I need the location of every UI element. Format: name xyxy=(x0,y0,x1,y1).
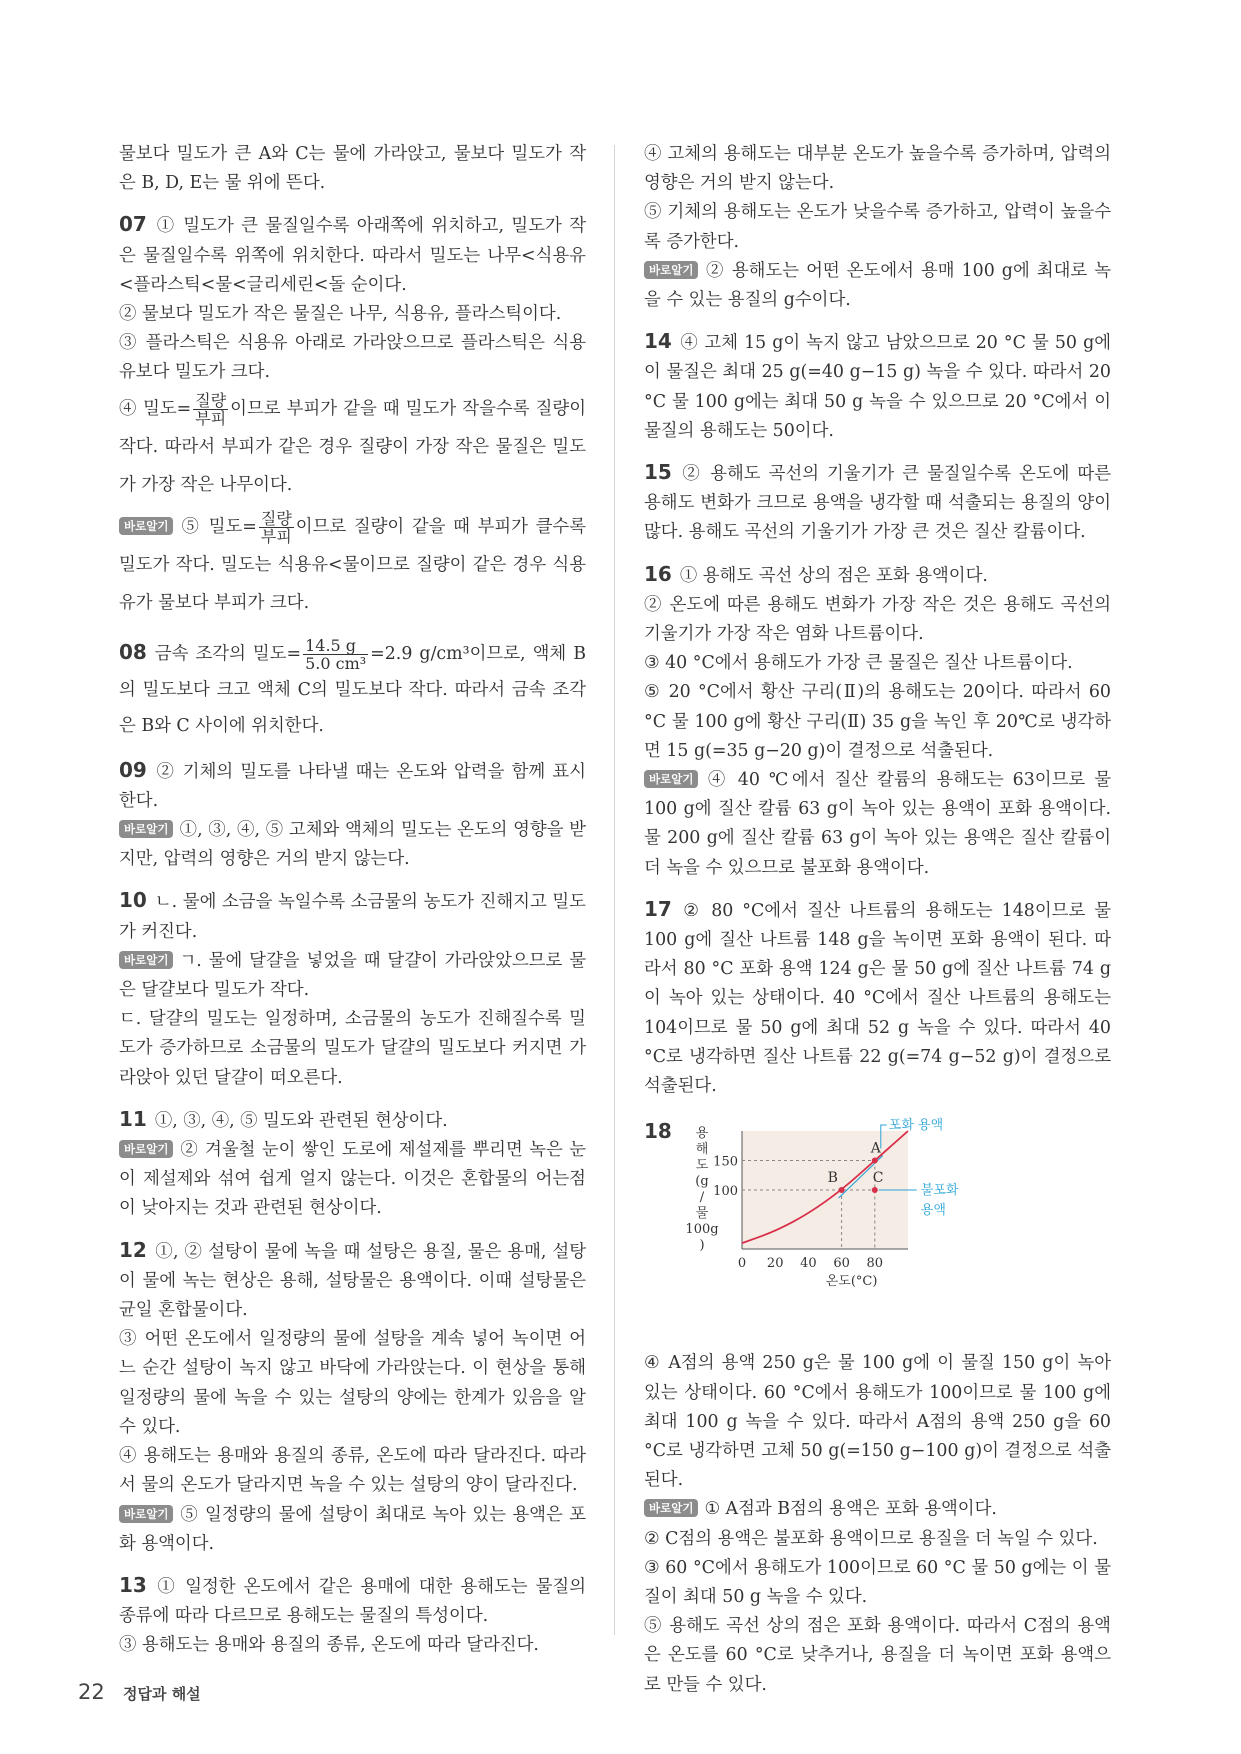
question-number: 18 xyxy=(644,1119,672,1144)
question-number: 17 xyxy=(644,896,672,921)
question-number: 13 xyxy=(119,1572,147,1597)
column-divider xyxy=(614,145,615,1635)
answer-check-badge: 바로알기 xyxy=(119,1505,173,1523)
question-number: 07 xyxy=(119,212,147,237)
intro-text: 물보다 밀도가 큰 A와 C는 물에 가라앉고, 물보다 밀도가 작은 B, D, E는 물 위에 뜬다. xyxy=(119,144,586,194)
question-14: 14 ④ 고체 15 g이 녹지 않고 남았으므로 20 °C 물 50 g에 이 물질은 최대 25 g(=40 g−15 g) 녹을 수 있다. 따라서 20 °C 물 100 g에는 최대 50 g 녹을 수 있으므로 20 °C에서 이 물질의 용해도는 50이다. xyxy=(644,329,1111,441)
question-11: 11 ①, ③, ④, ⑤ 밀도와 관련된 현상이다. 바로알기 ② 겨울철 눈이 쌓인 도로에 제설제를 뿌리면 녹은 눈이 제설제와 섞여 쉽게 얼지 않는다. 이것은 혼합물의 어는점이 낮아지는 것과 관련된 현상이다. xyxy=(119,1106,586,1219)
question-07: 07 ① 밀도가 큰 물질일수록 아래쪽에 위치하고, 밀도가 작은 물질일수록 위쪽에 위치한다. 따라서 밀도는 나무<식용유<플라스틱<물<글리세린<돌 순이다. ② 물보다 밀도가 작은 물질은 나무, 식용유, 플라스틱이다. ③ 플라스틱은 식용유 아래로 가라앉으므로 플라스틱은 식용유보다 밀도가 크다. ④ 밀도= $\frac{\text{질량}}{\text{부피}}$ 이므로 부피가 같을 때 밀도가 작을수록 질량이 작다. 따라서 부피가 같은 경우 질량이 가장 작은 물질은 밀도가 가장 작은 나무이다. 바로알기 ⑤ 밀도= $\frac{\text{질량}}{\text{부피}}$ 이므로 질량이 같을 때 부피가 클수록 밀도가 작다. 밀도는 식용유<물이므로 질량이 같은 경우 식용유가 물보다 부피가 크다. xyxy=(119,212,586,613)
question-10: 10 ㄴ. 물에 소금을 녹일수록 소금물의 농도가 진해지고 밀도가 커진다. 바로알기 ㄱ. 물에 달걀을 넣었을 때 달걀이 가라앉았으므로 물은 달걀보다 밀도가 작다. ㄷ. 달걀의 밀도는 일정하며, 소금물의 농도가 진해질수록 밀도가 증가하므로 소금물의 밀도가 달걀의 밀도보다 커지면 가라앉아 있던 달걀이 떠오른다. xyxy=(119,888,586,1088)
data-point-B xyxy=(839,1187,845,1193)
answer-check-badge: 바로알기 xyxy=(119,1140,173,1158)
y-axis-label: ) xyxy=(699,1238,705,1254)
question-15: 15 ② 용해도 곡선의 기울기가 큰 물질일수록 온도에 따른 용해도 변화가 크므로 용액을 냉각할 때 석출되는 용질의 양이 많다. 용해도 곡선의 기울기가 가장 큰 것은 질산 칼륨이다. xyxy=(644,460,1111,543)
x-tick-label: 20 xyxy=(766,1256,784,1272)
x-tick-label: 80 xyxy=(866,1256,884,1272)
point-label: C xyxy=(872,1170,884,1187)
density-fraction: $\frac{\text{질량}}{\text{부피}}$ xyxy=(195,390,227,428)
question-number: 08 xyxy=(119,639,147,664)
y-axis-label: 해 xyxy=(695,1142,709,1158)
data-point-A xyxy=(872,1158,878,1164)
question-number: 15 xyxy=(644,460,672,485)
answer-check-badge: 바로알기 xyxy=(644,770,698,788)
point-label: B xyxy=(827,1170,838,1187)
y-tick-label: 150 xyxy=(713,1154,738,1170)
answer-check-badge: 바로알기 xyxy=(644,261,698,279)
unsaturated-label: 불포화 xyxy=(920,1183,959,1199)
answer-check-badge: 바로알기 xyxy=(644,1499,698,1517)
y-axis-label: 물 xyxy=(695,1206,709,1222)
answer-check-badge: 바로알기 xyxy=(119,820,173,838)
unsaturated-label-2: 용액 xyxy=(920,1203,946,1219)
question-13: 13 ① 일정한 온도에서 같은 용매에 대한 용해도는 물질의 종류에 따라 다르므로 용해도는 물질의 특성이다. ③ 용해도는 용매와 용질의 종류, 온도에 따라 달라진다. xyxy=(119,1572,586,1656)
left-column xyxy=(119,140,586,1661)
answer-check-badge: 바로알기 xyxy=(119,517,173,535)
question-number: 10 xyxy=(119,888,147,913)
footer-title: 정답과 해설 xyxy=(123,1685,201,1703)
density-fraction: $\frac{\text{질량}}{\text{부피}}$ xyxy=(260,508,292,546)
y-axis-label: 용 xyxy=(695,1126,709,1142)
saturated-label: 포화 용액 xyxy=(888,1118,944,1134)
question-12: 12 ①, ② 설탕이 물에 녹을 때 설탕은 용질, 물은 용매, 설탕이 물에 녹는 현상은 용해, 설탕물은 용액이다. 이때 설탕물은 균일 혼합물이다. ③ 어떤 온도에서 일정량의 물에 설탕을 계속 넣어 녹이면 어느 순간 설탕이 녹지 않고 바닥에 가라앉는다. 이 현상을 통해 일정량의 물에 녹을 수 있는 설탕의 양에는 한계가 있음을 알 수 있다. ④ 용해도는 용매와 용질의 종류, 온도에 따라 달라진다. 따라서 물의 온도가 달라지면 녹을 수 있는 설탕의 양이 달라진다. 바로알기 ⑤ 일정량의 물에 설탕이 최대로 녹아 있는 용액은 포화 용액이다. xyxy=(119,1237,586,1554)
question-18: 18 0 20 40 60 80 100 150 용 해 도 (g / 물 100g ) 온도(°C) A B C 포화 용액 불포화 용액 ④ A점의 용액 250 g은 물 100 g에 이 물질 150 g이 녹아 있는 상태이다. 60 °C에서 용해도가 100이므로 물 100 g에 최대 100 g 녹을 수 있다. 따라서 A점의 용액 250 g을 60 °C로 냉각하면 고체 50 g(=150 g−100 g)이 결정으로 석출된다. 바로알기 ① A점과 B점의 용액은 포화 용액이다. ② C점의 용액은 불포화 용액이므로 용질을 더 녹일 수 있다. ③ 60 °C에서 용해도가 100이므로 60 °C 물 50 g에는 이 물질이 최대 50 g 녹을 수 있다. ⑤ 용해도 곡선 상의 점은 포화 용액이다. 따라서 C점의 용액은 온도를 60 °C로 낮추거나, 용질을 더 녹이면 포화 용액으로 만들 수 있다. xyxy=(644,1118,1111,1695)
x-tick-label: 40 xyxy=(800,1256,817,1272)
solubility-graph xyxy=(644,1117,1111,1349)
question-16: 16 ① 용해도 곡선 상의 점은 포화 용액이다. ② 온도에 따른 용해도 변화가 가장 작은 것은 용해도 곡선의 기울기가 가장 작은 염화 나트륨이다. ③ 40 °C에서 용해도가 가장 큰 물질은 질산 나트륨이다. ⑤ 20 °C에서 황산 구리(Ⅱ)의 용해도는 20이다. 따라서 60 °C 물 100 g에 황산 구리(Ⅱ) 35 g을 녹인 후 20℃로 냉각하면 15 g(=35 g−20 g)이 결정으로 석출된다. 바로알기 ④ 40 ℃에서 질산 칼륨의 용해도는 63이므로 물 100 g에 질산 칼륨 63 g이 녹아 있는 용액이 포화 용액이다. 물 200 g에 질산 칼륨 63 g이 녹아 있는 용액은 질산 칼륨이 더 녹을 수 있으므로 불포화 용액이다. xyxy=(644,561,1111,878)
y-tick-label: 100 xyxy=(713,1184,738,1200)
question-number: 16 xyxy=(644,561,672,586)
right-column: ④ 고체의 용해도는 대부분 온도가 높을수록 증가하며, 압력의 영향은 거의 받지 않는다. ⑤ 기체의 용해도는 온도가 낮을수록 증가하고, 압력이 높을수록 증가한다. 바로알기 ② 용해도는 어떤 온도에서 용매 100 g에 최대로 녹을 수 있는 용질의 g수이다. 14 ④ 고체 15 g이 녹지 않고 남았으므로 20 °C 물 50 g에 이 물질은 최대 25 g(=40 g−15 g) 녹을 수 있다. 따라서 20 °C 물 100 g에는 최대 50 g 녹을 수 있으므로 20 °C에서 이 물질의 용해도는 50이다. 15 ② 용해도 곡선의 기울기가 큰 물질일수록 온도에 따른 용해도 변화가 크므로 용액을 냉각할 때 석출되는 용질의 양이 많다. 용해도 곡선의 기울기가 가장 큰 것은 질산 칼륨이다. 16 ① 용해도 곡선 상의 점은 포화 용액이다. ② 온도에 따른 용해도 변화가 가장 작은 것은 용해도 곡선의 기울기가 가장 작은 염화 나트륨이다. ③ 40 °C에서 용해도가 가장 큰 물질은 질산 나트륨이다. ⑤ 20 °C에서 황산 구리(Ⅱ)의 용해도는 20이다. 따라서 60 °C 물 100 g에 황산 구리(Ⅱ) 35 g을 녹인 후 20℃로 냉각하면 15 g(=35 g−20 g)이 결정으로 석출된다. 바로알기 ④ 40 ℃에서 질산 칼륨의 용해도는 63이므로 물 100 g에 질산 칼륨 63 g이 녹아 있는 용액이 포화 용액이다. 물 200 g에 질산 칼륨 63 g이 녹아 있는 용액은 질산 칼륨이 더 녹을 수 있으므로 불포화 용액이다. 17 ② 80 °C에서 질산 나트륨의 용해도는 148이므로 물 100 g에 질산 나트륨 148 g을 녹이면 포화 용액이 된다. 따라서 80 °C 포화 용액 124 g은 물 50 g에 질산 나트륨 74 g이 녹아 있는 상태이다. 40 °C에서 질산 나트륨의 용해도는 104이므로 물 50 g에 최대 52 g 녹을 수 있다. 따라서 40 °C로 냉각하면 질산 나트륨 22 g(=74 g−52 g)이 결정으로 석출된다. 18 0 20 40 60 80 100 150 용 해 도 (g / 물 100g ) 온도(°C) A B C 포화 용액 불포화 용액 ④ A점의 용액 250 g은 물 100 g에 이 물질 150 g이 녹아 있는 상태이다. 60 °C에서 용해도가 100이므로 물 100 g에 최대 100 g 녹을 수 있다. 따라서 A점의 용액 250 g을 60 °C로 냉각하면 고체 50 g(=150 g−100 g)이 결정으로 석출된다. 바로알기 ① A점과 B점의 용액은 포화 용액이다. ② C점의 용액은 불포화 용액이므로 용질을 더 녹일 수 있다. ③ 60 °C에서 용해도가 100이므로 60 °C 물 50 g에는 이 물질이 최대 50 g 녹을 수 있다. ⑤ 용해도 곡선 상의 점은 포화 용액이다. 따라서 C점의 용액은 온도를 60 °C로 낮추거나, 용질을 더 녹이면 포화 용액으로 만들 수 있다. xyxy=(644,140,1111,1700)
y-axis-label: / xyxy=(699,1190,705,1206)
question-number: 09 xyxy=(119,757,147,782)
x-tick-label: 0 xyxy=(737,1256,747,1272)
y-axis-label: 도 xyxy=(695,1158,709,1174)
question-09: 09 ② 기체의 밀도를 나타낼 때는 온도와 압력을 함께 표시한다. 바로알기 ①, ③, ④, ⑤ 고체와 액체의 밀도는 온도의 영향을 받지만, 압력의 영향은 거의 받지 않는다. xyxy=(119,757,586,870)
question-number: 12 xyxy=(119,1237,147,1262)
page-number: 22 xyxy=(78,1680,105,1704)
x-tick-label: 60 xyxy=(833,1256,850,1272)
y-axis-label: 100g xyxy=(685,1222,719,1238)
metal-density-fraction: $\frac{14.5 g}{\text{5.0 cm³}}$ xyxy=(305,635,367,673)
point-label: A xyxy=(870,1140,881,1157)
x-axis-label: 온도(°C) xyxy=(825,1274,878,1290)
solubility-chart xyxy=(644,1117,964,1349)
question-number: 14 xyxy=(644,329,672,354)
question-08: 08 금속 조각의 밀도= $\frac{14.5 g}{\text{5.0 cm³}}$ =2.9 g/cm³이므로, 액체 B의 밀도보다 크고 액체 C의 밀도보다 작다. 따라서 금속 조각은 B와 C 사이에 위치한다. xyxy=(119,635,587,736)
answer-check-badge: 바로알기 xyxy=(119,951,173,969)
question-17: 17 ② 80 °C에서 질산 나트륨의 용해도는 148이므로 물 100 g에 질산 나트륨 148 g을 녹이면 포화 용액이 된다. 따라서 80 °C 포화 용액 124 g은 물 50 g에 질산 나트륨 74 g이 녹아 있는 상태이다. 40 °C에서 질산 나트륨의 용해도는 104이므로 물 50 g에 최대 52 g 녹을 수 있다. 따라서 40 °C로 냉각하면 질산 나트륨 22 g(=74 g−52 g)이 결정으로 석출된다. xyxy=(644,896,1111,1097)
data-point-C xyxy=(872,1187,878,1193)
y-axis-label: (g xyxy=(695,1174,709,1190)
question-number: 11 xyxy=(119,1106,147,1131)
